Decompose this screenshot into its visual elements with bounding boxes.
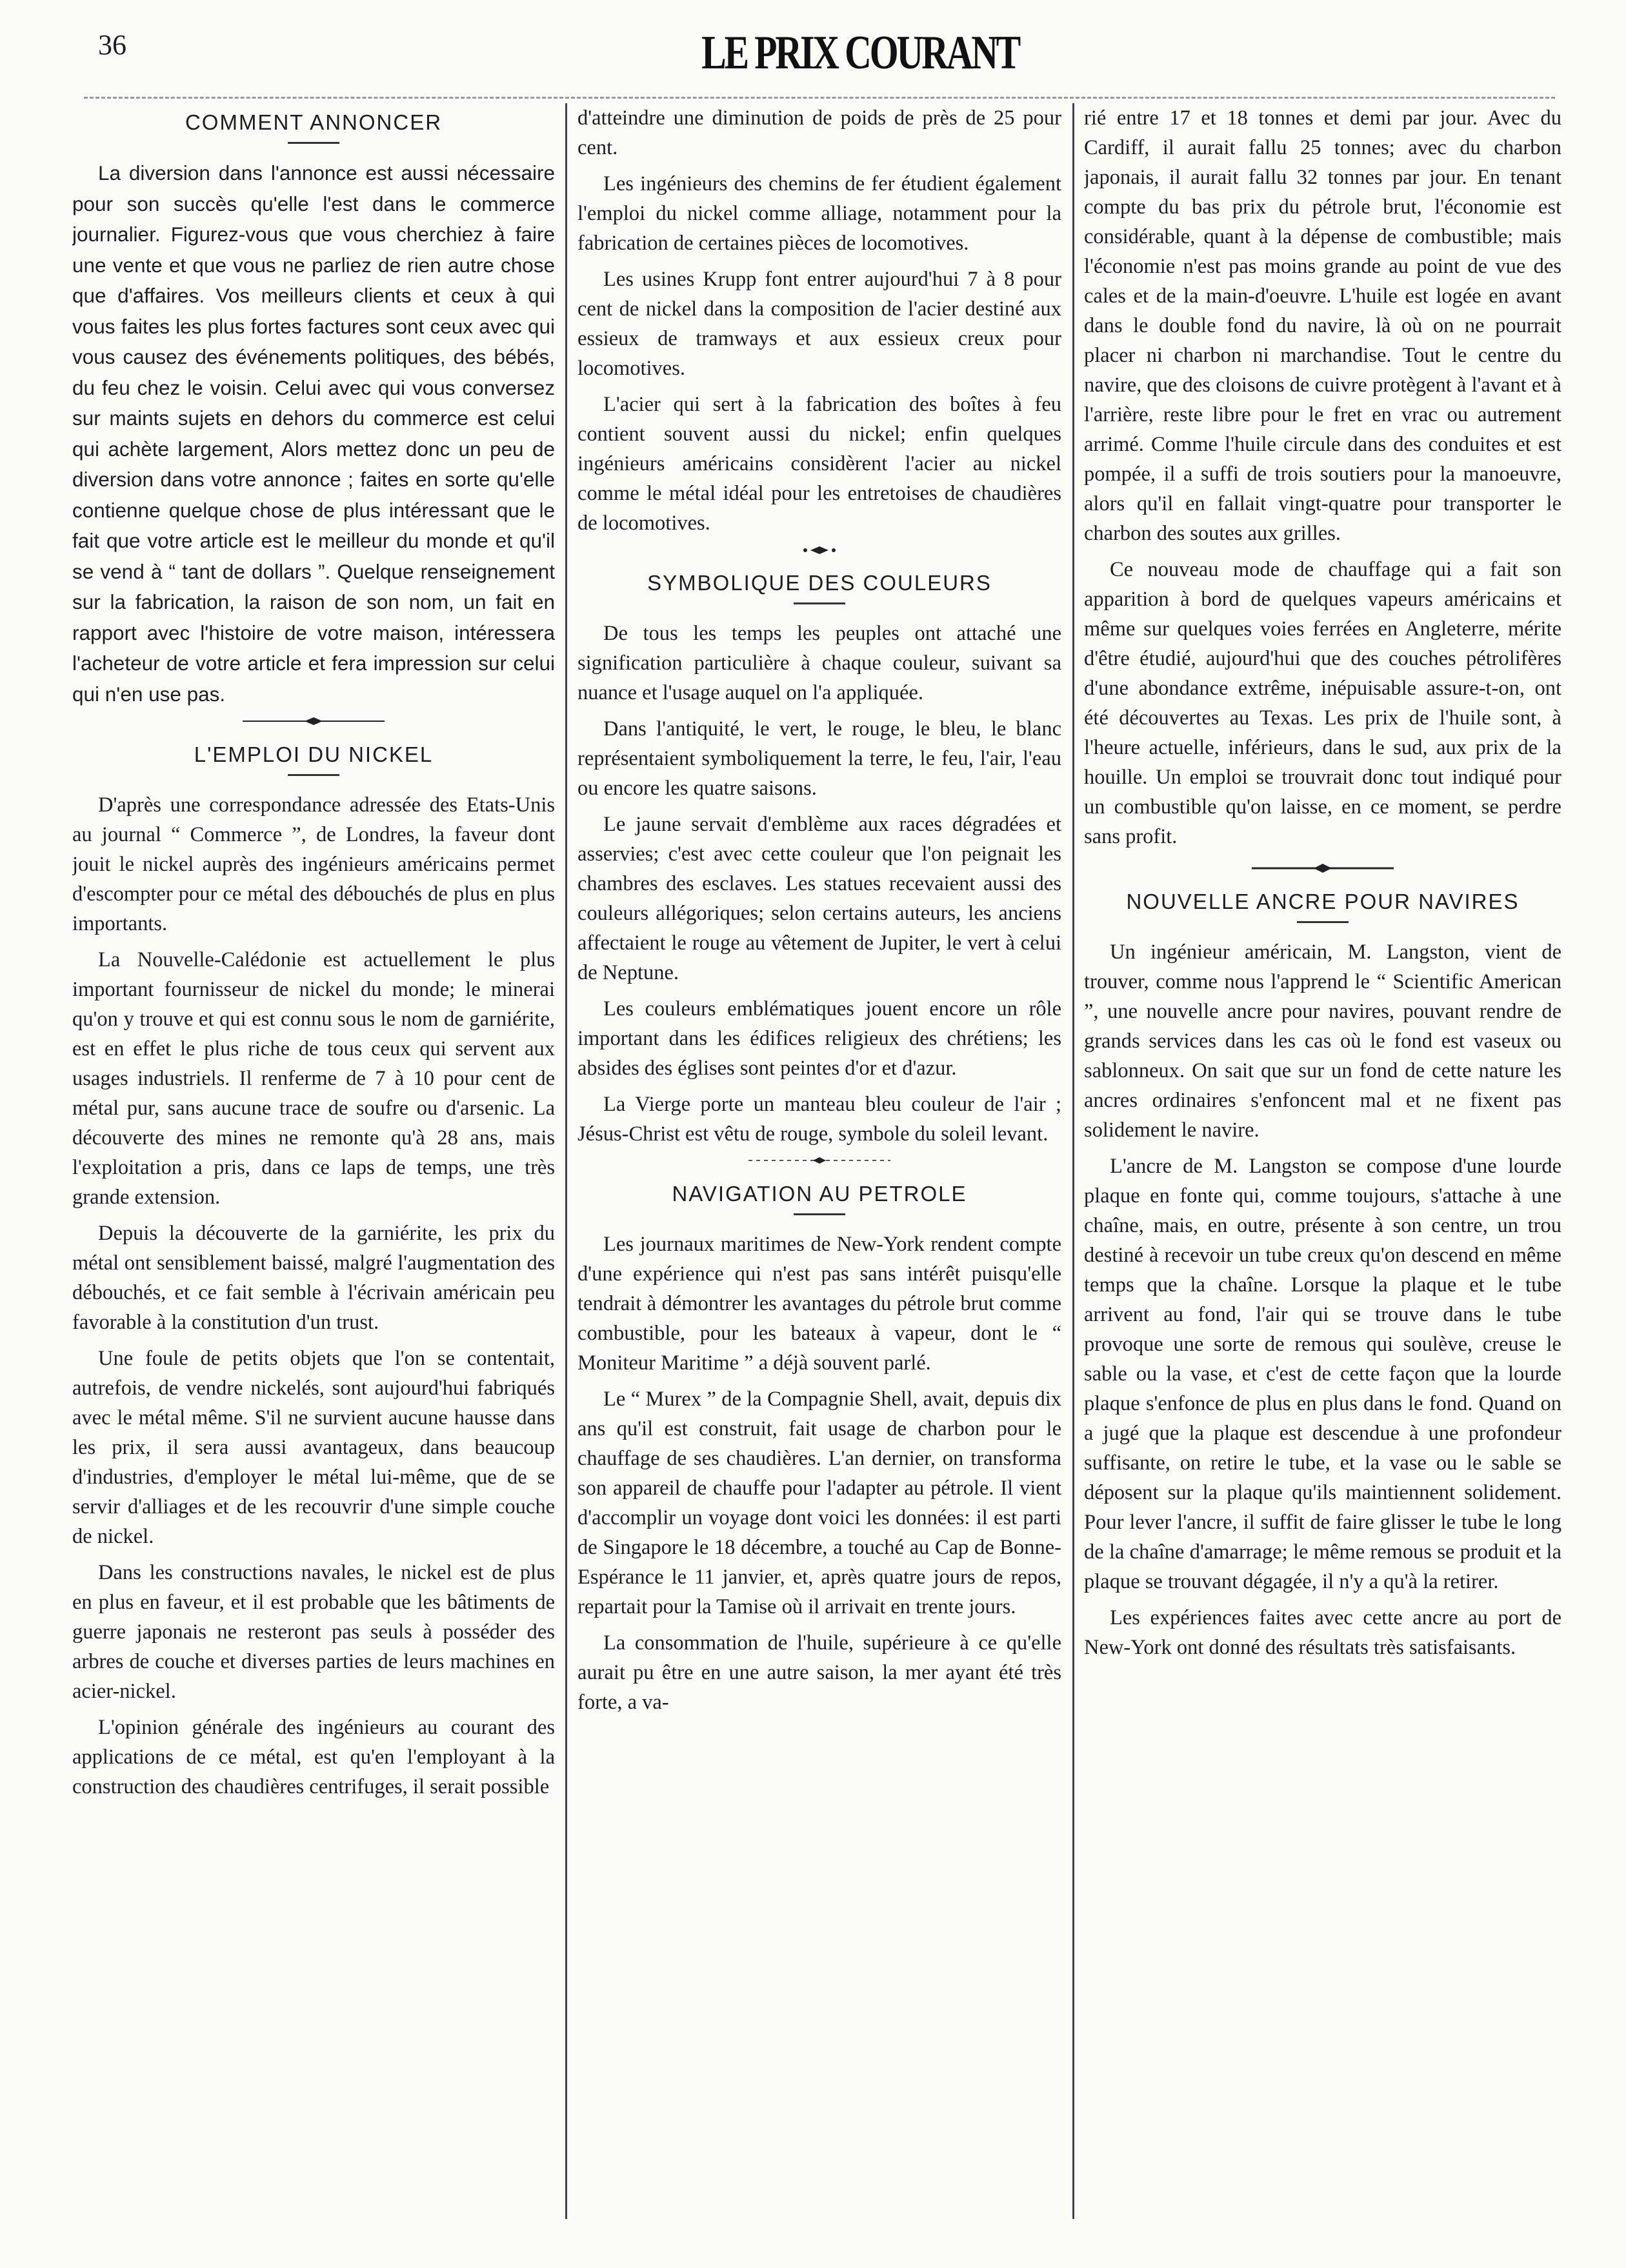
paragraph: Le jaune servait d'emblème aux races dégradées et asservies; c'est avec cette couleur que l'on peignait les chambres des esclaves. Les statues recevaient aussi des couleurs allégoriques; selon certains auteurs, les anciens affectaient le rouge au vêtement de Jupiter, le vert à celui de Neptune.: [577, 813, 1061, 984]
title-rule: [794, 1213, 845, 1215]
page-number: 36: [98, 29, 126, 61]
top-rule: [84, 97, 1555, 99]
paragraph: d'atteindre une diminution de poids de près de 25 pour cent.: [577, 106, 1061, 159]
paragraph: La Vierge porte un manteau bleu couleur de l'air ; Jésus-Christ est vêtu de rouge, symbole du soleil levant.: [577, 1093, 1061, 1146]
column-3: [1084, 103, 1561, 2238]
column-divider: [565, 103, 567, 2219]
paragraph: Le “ Murex ” de la Compagnie Shell, avait, depuis dix ans qu'il est construit, fait usage de charbon pour le chauffage de ses chaudières. L'an dernier, on transforma son appareil de chauffe pour l'adapter au pétrole. Il vient d'accomplir un voyage dont voici les données: il est parti de Singapore le 18 décembre, a touché au Cap de Bonne-Espérance le 11 janvier, et, après quatre jours de repos, repartait pour la Tamise où il arrivait en trente jours.: [577, 1388, 1061, 1618]
section-title: COMMENT ANNONCER: [185, 110, 443, 134]
paragraph: Un ingénieur américain, M. Langston, vient de trouver, comme nous l'apprend le “ Scientific American ”, une nouvelle ancre pour navires, pouvant rendre de grands services dans les cas où le fond est vaseux ou sablonneux. On sait que sur un fond de cette nature les ancres ordinaires s'enfoncent mal et ne fixent pas solidement le navire.: [1084, 940, 1561, 1142]
paragraph: La Nouvelle-Calédonie est actuellement le plus important fournisseur de nickel du monde; le minerai qu'on y trouve et qui est connu sous le nom de garniérite, est en effet le plus riche de tous ceux qui servent aux usages industriels. Il renferme de 7 à 10 pour cent de métal pur, sans aucune trace de soufre ou d'arsenic. La découverte des mines ne remonte qu'à 28 ans, mais l'exploitation a pris, dans ce laps de temps, une très grande extension.: [72, 948, 555, 1209]
paragraph: Dans l'antiquité, le vert, le rouge, le bleu, le blanc représentaient symboliquement la terre, le feu, l'air, l'eau ou encore les quatre saisons.: [577, 717, 1061, 800]
paragraph: L'acier qui sert à la fabrication des boîtes à feu contient souvent aussi du nickel; enfin quelques ingénieurs américains considèrent l'acier au nickel comme le métal idéal pour les entretoises de chaudières de locomotives.: [577, 393, 1061, 535]
paragraph: Ce nouveau mode de chauffage qui a fait son apparition à bord de quelques vapeurs américains et même sur quelques voies ferrées en Angleterre, mérite d'être étudié, aujourd'hui que des couches pétrolifères d'une abondance extrême, inépuisable assure-t-on, ont été découvertes au Texas. Les prix de l'huile sont, à l'heure actuelle, inférieurs, dans le sud, aux prix de la houille. Un emploi se trouvrait donc tout indiqué pour un combustible qu'on laisse, en ce moment, se perdre sans profit.: [1084, 558, 1561, 848]
section-title: SYMBOLIQUE DES COULEURS: [647, 571, 992, 595]
section-title: NAVIGATION AU PETROLE: [672, 1182, 967, 1206]
paragraph: Dans les constructions navales, le nickel est de plus en plus en faveur, et il est probable que les bâtiments de guerre japonais ne resteront pas seuls à posséder des arbres de couche et diverses parties de leurs machines en acier-nickel.: [72, 1561, 555, 1703]
column-1: [72, 103, 555, 2238]
column-divider: [1072, 103, 1074, 2219]
title-rule: [1297, 921, 1349, 923]
paragraph: La consommation de l'huile, supérieure à ce qu'elle aurait pu être en une autre saison, la mer ayant été très forte, a va-: [577, 1631, 1061, 1714]
ornament-divider: [1084, 863, 1561, 882]
section-title: NOUVELLE ANCRE POUR NAVIRES: [1126, 890, 1520, 913]
masthead-text: LE PRIX COURANT: [701, 26, 1019, 79]
paragraph: De tous les temps les peuples ont attaché une signification particulière à chaque couleur, suivant sa nuance et l'usage auquel on l'a appliquée.: [577, 622, 1061, 704]
paragraph: D'après une correspondance adressée des Etats-Unis au journal “ Commerce ”, de Londres, la faveur dont jouit le nickel auprès des ingénieurs américains permet d'escompter pour ce métal des débouchés de plus en plus importants.: [72, 793, 555, 935]
masthead-logo: [665, 25, 1019, 81]
paragraph: L'opinion générale des ingénieurs au courant des applications de ce métal, est qu'en l'employant à la construction des chaudières centrifuges, il serait possible: [72, 1716, 555, 1798]
title-rule: [288, 774, 339, 776]
paragraph: Les journaux maritimes de New-York rendent compte d'une expérience qui n'est pas sans intérêt puisqu'elle tendrait à démontrer les avantages du pétrole brut comme combustible, pour les bateaux à vapeur, dont le “ Moniteur Maritime ” a déjà souvent parlé.: [577, 1233, 1061, 1375]
paragraph: Depuis la découverte de la garniérite, les prix du métal ont sensiblement baissé, malgré l'augmentation des débouchés, et ce fait semble à l'écrivain américain peu favorable à la constitution d'un trust.: [72, 1222, 555, 1334]
paragraph: La diversion dans l'annonce est aussi nécessaire pour son succès qu'elle l'est dans le commerce journalier. Figurez-vous que vous cherchiez à faire une vente et que vous ne parliez de rien autre chose que d'affaires. Vos meilleurs clients et ceux à qui vous faites les plus fortes factures sont ceux avec qui vous causez des événements politiques, des bébés, du feu chez le voisin. Celui avec qui vous conversez sur maints sujets en dehors du commerce est celui qui achète largement, Alors mettez donc un peu de diversion dans votre annonce ; faites en sorte qu'elle contienne quelque chose de plus intéressant que le fait que votre article est le meilleur du monde et qu'il se vend à “ tant de dollars ”. Quelque renseignement sur la fabrication, la raison de son nom, un fait en rapport avec l'histoire de votre maison, intéressera l'acheteur de votre article et fera impression sur celui qui n'en use pas.: [72, 161, 555, 706]
section-title: L'EMPLOI DU NICKEL: [194, 742, 434, 766]
paragraph: Les expériences faites avec cette ancre au port de New-York ont donné des résultats très satisfaisants.: [1084, 1606, 1561, 1659]
paragraph: Une foule de petits objets que l'on se contentait, autrefois, de vendre nickelés, sont aujourd'hui fabriqués avec le métal même. S'il ne survient aucune hausse dans les prix, il sera aussi avantageux, dans beaucoup d'industries, d'employer le métal lui-même, que de se servir d'alliages et de les recouvrir d'une simple couche de nickel.: [72, 1347, 555, 1548]
ornament-divider: [577, 544, 1061, 564]
title-rule: [794, 602, 845, 604]
column-2: [577, 103, 1061, 2238]
paragraph: Les couleurs emblématiques jouent encore un rôle important dans les édifices religieux des chrétiens; les absides des églises sont peintes d'or et d'azur.: [577, 997, 1061, 1080]
paragraph: rié entre 17 et 18 tonnes et demi par jour. Avec du Cardiff, il aurait fallu 25 tonnes; avec du charbon japonais, il aurait fallu 32 tonnes par jour. En tenant compte du bas prix du pétrole brut, l'économie est considérable, quant à la dépense de combustible; mais l'économie n'est pas moins grande au point de vue des cales et de la main-d'oeuvre. L'huile est logée en avant dans le double fond du navire, là où on ne pourrait placer ni charbon ni marchandise. Tout le centre du navire, que des cloisons de cuivre protègent à l'avant et à l'arrière, reste libre pour le fret en vrac ou autrement arrimé. Comme l'huile circule dans des conduites et est pompée, il a suffi de trois soutiers pour la manoeuvre, alors qu'il en fallait vingt-quatre pour transporter le charbon des soutes aux grilles.: [1084, 106, 1561, 545]
ornament-divider: [72, 716, 555, 735]
ornament-divider: [577, 1155, 1061, 1175]
paragraph: L'ancre de M. Langston se compose d'une lourde plaque en fonte qui, comme toujours, s'attache à une chaîne, mais, en outre, présente à son centre, un trou destiné à recevoir un tube creux qu'on descend en même temps que la chaîne. Lorsque la plaque et le tube arrivent au fond, l'air qui se trouve dans le tube provoque une sorte de remous qui soulève, creuse le sable ou la vase, et c'est de cette façon que la lourde plaque s'enfonce de plus en plus dans le fond. Quand on a jugé que la plaque est descendue à une profondeur suffisante, on retire le tube, et la vase ou le sable se déposent sur la plaque qu'ils maintiennent solidement. Pour lever l'ancre, il suffit de faire glisser le tube le long de la chaîne d'amarrage; le même remous se produit et la plaque se trouvant dégagée, il n'y a qu'à la retirer.: [1084, 1155, 1561, 1593]
paragraph: Les usines Krupp font entrer aujourd'hui 7 à 8 pour cent de nickel dans la composition de l'acier destiné aux essieux de tramways et aux essieux creux pour locomotives.: [577, 268, 1061, 380]
title-rule: [288, 142, 339, 144]
paragraph: Les ingénieurs des chemins de fer étudient également l'emploi du nickel comme alliage, notamment pour la fabrication de certaines pièces de locomotives.: [577, 172, 1061, 255]
